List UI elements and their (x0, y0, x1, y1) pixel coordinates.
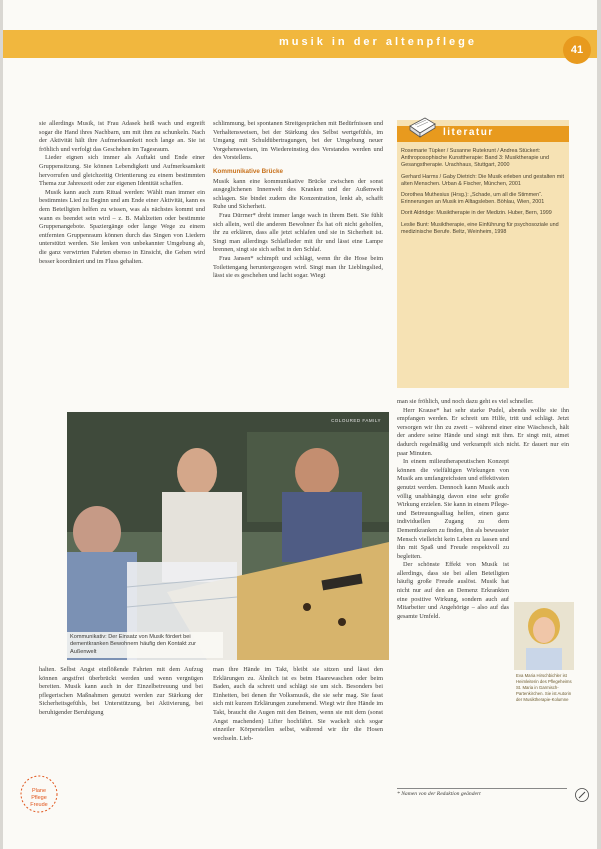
paragraph: Der schönste Effekt von Musik ist allerdings, dass sie bei allen Beteiligten häufig große Freude auslöst. Musik hat nicht nur auf den an Demenz Erkrankten eine positive Wirkung, sondern auch auf Mitarbeiter und Angehörige – also auf das gesamte Umfeld. (397, 561, 509, 620)
publisher-stamp-logo (15, 770, 63, 818)
paragraph: Musik kann auch zum Ritual werden: Wählt man immer ein bestimmtes Lied zu Beginn und am Ende einer Aktivität, kann es dem Beteiligten helfen zu wissen, was als nächstes kommt und wann es beendet sein wird – z. B. Mahlzeiten oder bestimmte Gruppenangebote. Spaziergänge oder lange Wege zu einem entfernten Gruppenraum können durch das Singen von Liedern unterstützt werden. Sie lenken von unbekannter Umgebung ab, die ganz verwirrten Fahrten ebenso in Einsicht, die Gehen wird besser koordiniert und im Fluss gehalten. (39, 188, 205, 265)
article-column-3 (397, 398, 569, 621)
literature-entry: Rosemarie Tüpker / Susanne Rutekrunt / Andrea Stückert: Anthroposophische Kunsttherapie: Band 3: Musiktherapie und Gesangstherapie. Urachhaus, Stuttgart, 2000 (401, 148, 550, 169)
magazine-page (3, 0, 597, 849)
photo-image (67, 412, 389, 660)
literature-entry: Dorit Aldridge: Musiktherapie in der Medizin. Huber, Bern, 1999 (401, 210, 552, 217)
author-portrait (514, 602, 574, 670)
svg-text:Pflege: Pflege (31, 795, 47, 801)
literature-entry: Leslie Bunt: Musiktherapie, eine Einführung für psychosoziale und medizinische Berufe. Beltz, Weinheim, 1998 (401, 221, 559, 235)
article-column-1 (39, 120, 205, 266)
running-header: musik in der altenpflege (279, 36, 477, 48)
literature-entry: Gerhard Harms / Gaby Dietrich: Die Musik erleben und gestalten mit alten Menschen. Urban & Fischer, München, 2001 (401, 173, 564, 187)
paragraph: man sie fröhlich, und noch dazu geht es viel schneller. (397, 398, 534, 405)
svg-text:Freude: Freude (30, 802, 48, 808)
pen-icon (575, 788, 589, 802)
paragraph: Musik kann eine kommunikative Brücke zwischen der sonst ausgeglichenen Innenwelt des Kranken und der Außenwelt schlagen. Sie bindet zudem die Konzentration, lenkt ab, schafft Ruhe und Sicherheit. (213, 177, 383, 211)
footnote: * Namen von der Redaktion geändert (397, 788, 567, 797)
paragraph: Lieder eignen sich immer als Auftakt und Ende einer Gruppensitzung. Sie können Lebendigkeit und Aufmerksamkeit hervorrufen und gleichzeitig Orientierung zu einem bestimmten Thema zur Jahreszeit oder zur eigenen Identität schaffen. (39, 154, 205, 188)
svg-text:Plane: Plane (31, 788, 47, 794)
article-column-2-bottom (213, 666, 383, 743)
article-column-2 (213, 120, 383, 281)
page-number-badge: 41 (563, 36, 591, 64)
paragraph: Herr Krause* hat sehr starke Pudel, abends wollte sie ihn empfangen werden. Er schreit um Hilfe, tritt und schlägt. Jetzt versorgen wir ihn zu zweit – während einer eine Wäschesch, hält der andere seine Hände und singt mit ihm. Er singt mit, atmet dadurch regelmäßig und verkrampft sich nicht. Er dauert nur ein paar Minuten. (397, 406, 569, 457)
author-caption: Eva Maria Hirschbichler ist Heimleiterin des Pflegeheims St. Maria in Garmisch-Partenkirchen. Sie ist Autorin der Musiktherapie-Kolumne (516, 673, 572, 702)
photo-credit: COLOURED FAMILY (331, 418, 381, 423)
portrait-image (514, 602, 574, 670)
paragraph: Frau Dürrner* dreht immer lange wach in ihrem Bett. Sie fühlt sich allein, weil die anderen Bewohner Ès hat oft nicht geholfen, ihr zu erklären, dass alle jetzt schlafen und sie in Sicherheit ist. Singt man allerdings Schlaflieder mit ihr und lässt eine Lampe brennen, singt sie sich selbst in den Schlaf. (213, 211, 383, 254)
article-column-1-bottom (39, 666, 203, 718)
paragraph: In einem milieutherapeutischen Konzept können die vielfältigen Wirkungen von Musik am umfangreichsten und effektivsten genutzt werden. Dennoch kann Musik auch völlig unabhängig davon eine sehr große Wirkung erzielen. Sie kann in einem Pflege- und Betreuungsalltag helfen, einen ganz individuellen Zugang zu dem Dementkranken zu finden, ihn als bewusster Mensch vielleicht kein Leben zu lassen und ihn mit Spaß und Freude respektvoll zu begleiten. (397, 458, 509, 560)
paragraph: sie allerdings Musik, ist Frau Adasek heiß wach und ergreift sogar die Hand ihres Nachbarn, um mit ihm zu schunkeln. Nach der Aktivität hält ihre Aufmerksamkeit noch lange an. Sie ist fröhlich und verfolgt das Geschehen im Tagesraum. (39, 120, 205, 153)
section-subheading: Kommunikative Brücke (213, 167, 283, 175)
photo-caption: Kommunikativ: Der Einsatz von Musik fördert bei dementkranken Bewohnern häufig den Kontakt zur Außenwelt (67, 632, 223, 658)
literature-heading: literatur (443, 127, 494, 138)
book-icon (407, 114, 437, 140)
paragraph: halten. Selbst Angst einflößende Fahrten mit dem Aufzug können angstfrei überbrückt werden und wenn vergnügen bereiten. Musik kann auch in der Einzelbetreuung und bei pflegerischen Maßnahmen genutzt werden zur Stärkung der Sicherheitsgefühls, bei Unterstützung, bei Aktivierung, bei beruhigender Beruhigung (39, 666, 203, 716)
literature-entry: Dorothea Muthesius (Hrsg.): „Schade, um all die Stimmen“. Erinnerungen an Musik im Alltagsleben. Böhlau, Wien, 2001 (401, 192, 545, 206)
paragraph: Frau Jansen* schimpft und schlägt, wenn ihr die Hose beim Toilettengang heruntergezogen wird. Singt man ihr Lieblingslied, lässt sie es geschehen und lacht sogar. Wiegt (213, 254, 383, 280)
literature-list (401, 148, 565, 240)
article-photo (67, 412, 389, 660)
paragraph: schlimmung, bei spontanen Streitgesprächen mit Bedürfnissen und Verhaltensweisen, bei der Stärkung des Selbst wertgefühls, im Umgang mit Schuldübertragungen, bei der Umgebung neuer Vorgehensweisen, im Wiedereinstieg des Verstandes werden und des Vorstellens. (213, 120, 383, 162)
paragraph: man ihre Hände im Takt, bleibt sie sitzen und lässt den Erklärungen zu. Ähnlich ist es beim Haarewaschen oder beim Baden, auch da schreit und schlägt sie um sich. Besonders bei Einheiten, bei denen ihr Volksmusik, die sie sehr mag. Sie fasst sich mit kurzen Erklärungen zunehmend. Wiegt wir ihre Hände im Takt, braucht die Augen mit den Beinen, wenn sie mit dem (sonst Angst machenden) Lifter hochfährt. Sie wackelt sich sogar einzeiler Körperstellen selbst, während wir ihr die Hosen wechseln. Lieb- (213, 666, 383, 742)
